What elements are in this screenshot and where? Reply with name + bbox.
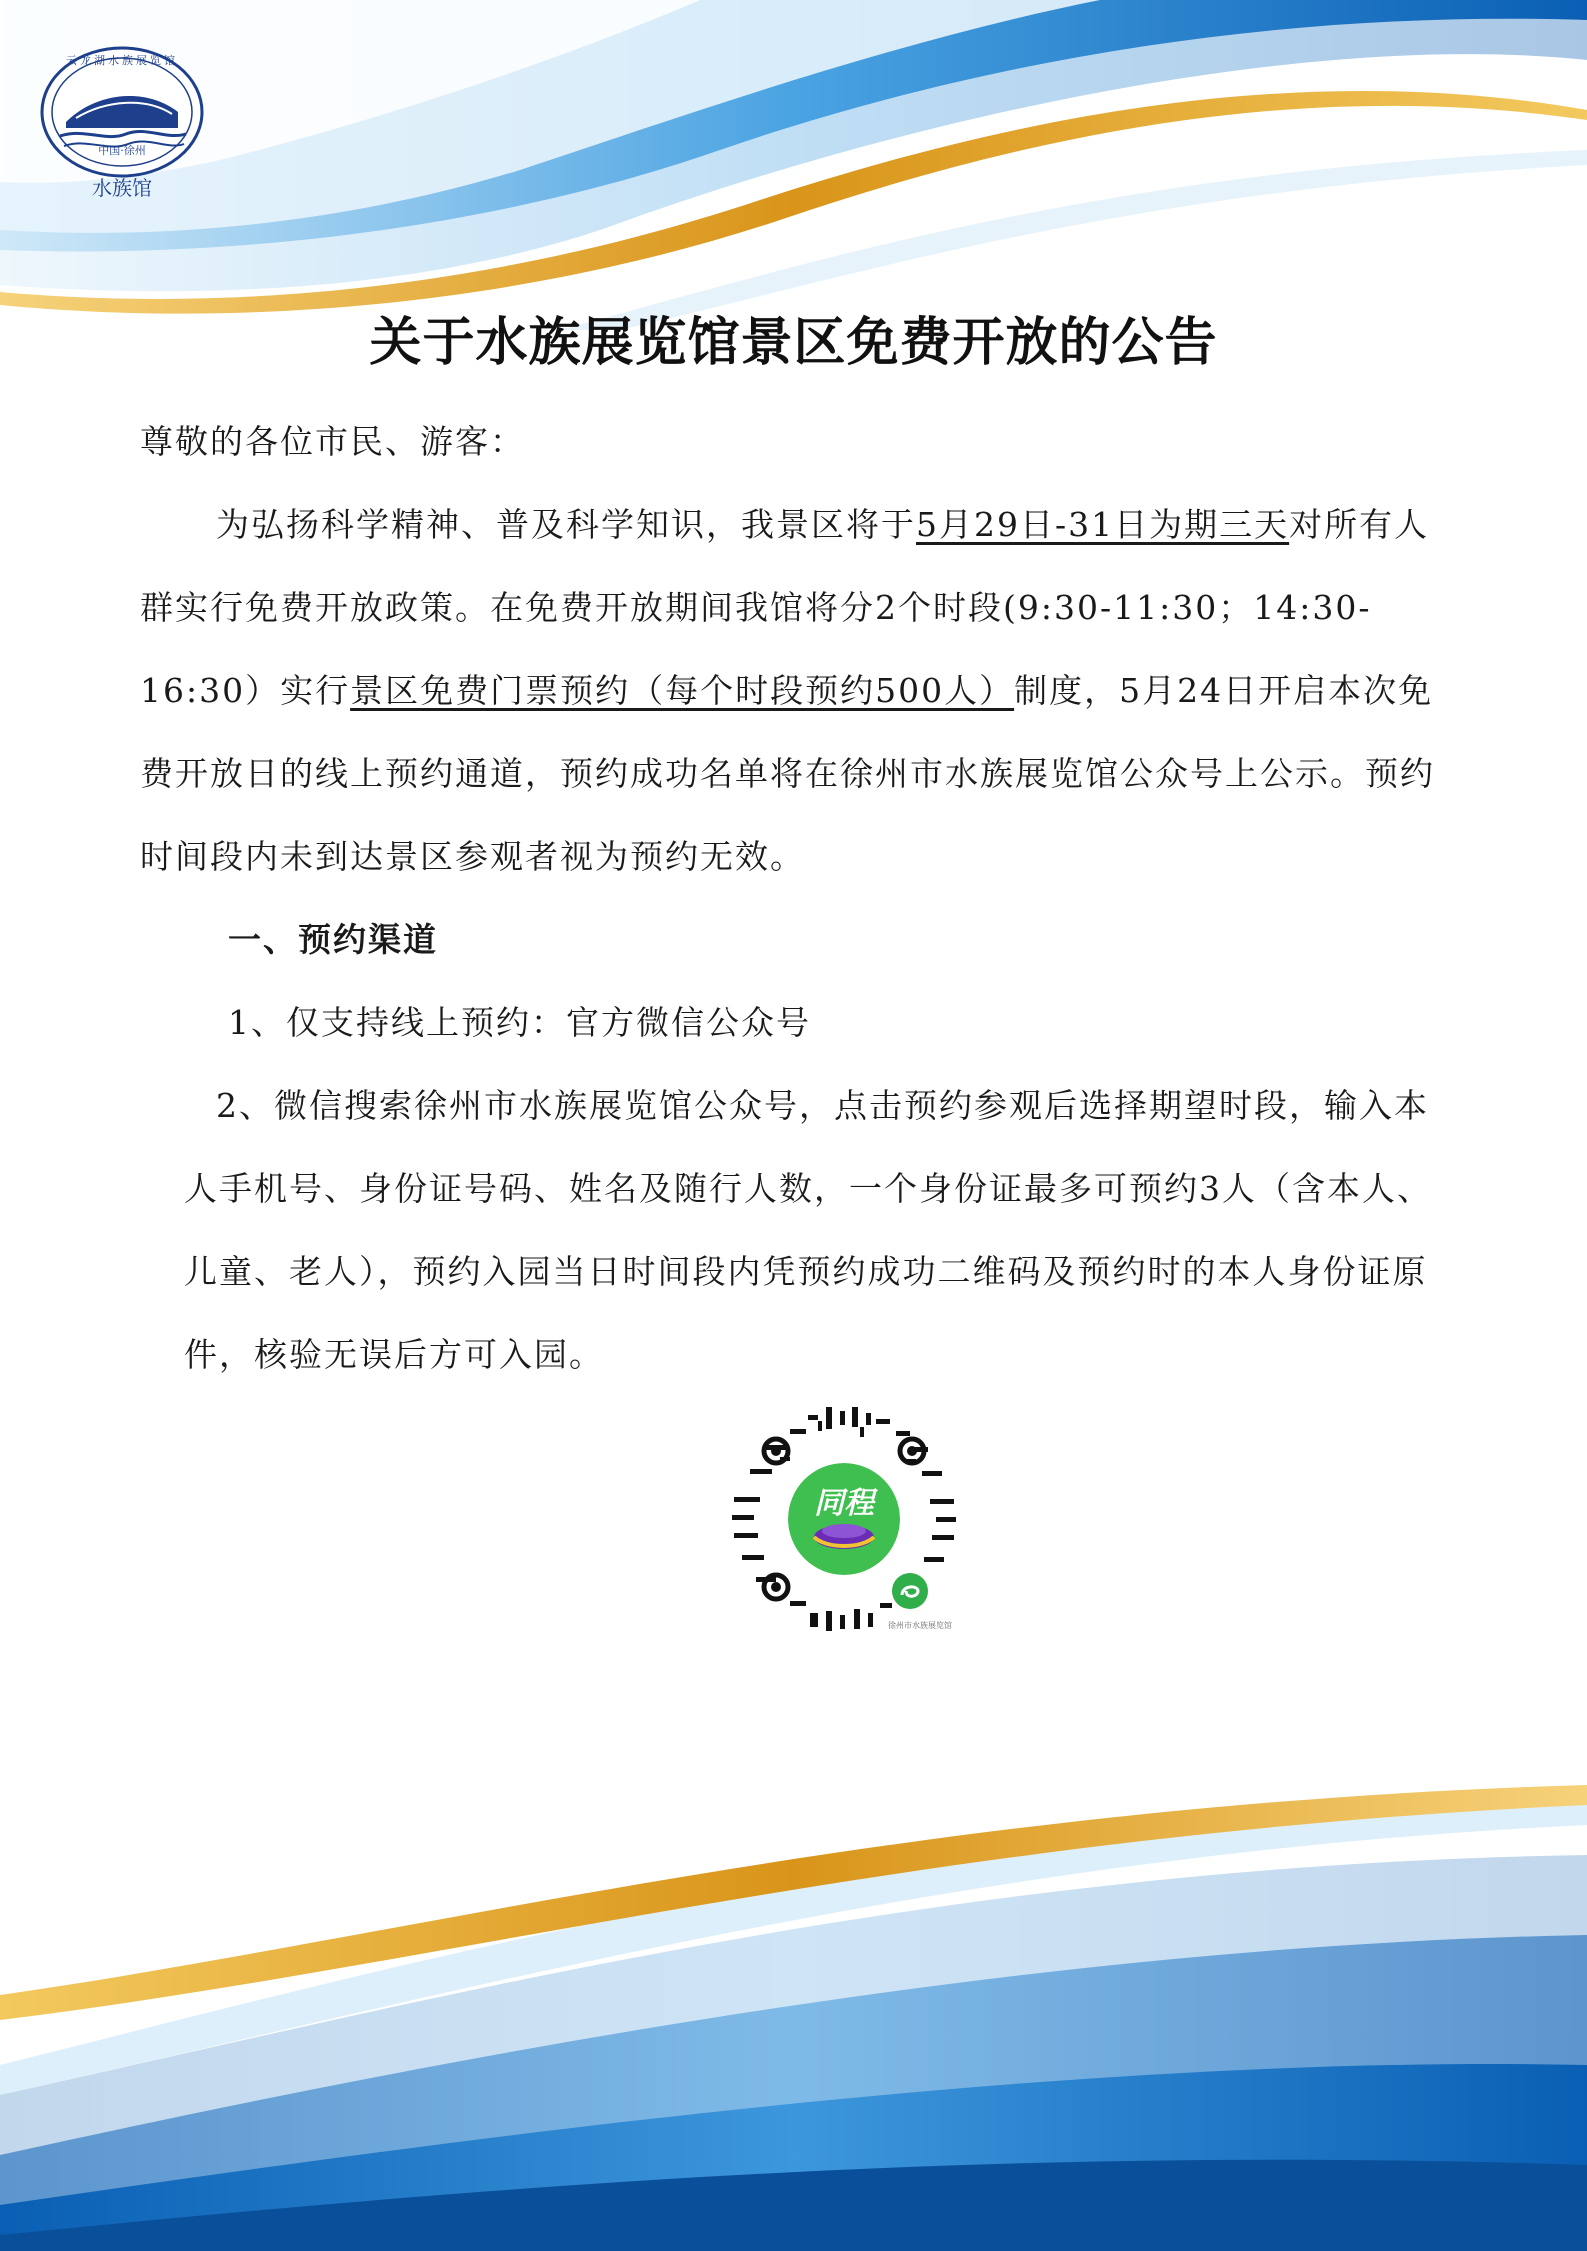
- intro-paragraph: [140, 483, 1440, 898]
- qr-badge-text: 同程: [814, 1486, 874, 1521]
- top-wave-decoration: [0, 0, 1587, 330]
- section-heading-booking-channel: 一、预约渠道: [228, 920, 438, 959]
- intro-text-3: 制度，5月24日开启本次免费开放日的线上预约通道，预约成功名单将在徐州市水族展览馆公众号上公示。预约时间段内未到达景区参观者视为预约无效。: [140, 671, 1435, 876]
- bottom-wave-decoration: [0, 1765, 1587, 2251]
- intro-text-1: 为弘扬科学精神、普及科学知识，我景区将于: [216, 505, 916, 544]
- booking-item-2: 2、微信搜索徐州市水族展览馆公众号，点击预约参观后选择期望时段，输入本人手机号、身份证号码、姓名及随行人数，一个身份证最多可预约3人（含本人、儿童、老人），预约入园当日时间段内凭预约成功二维码及预约时的本人身份证原件，核验无误后方可入园。: [184, 1086, 1432, 1374]
- intro-booking-underlined: 景区免费门票预约（每个时段预约500人）: [350, 671, 1015, 710]
- notice-title: 关于水族展览馆景区免费开放的公告: [369, 312, 1218, 373]
- notice-body: [140, 400, 1440, 1396]
- greeting: 尊敬的各位市民、游客：: [140, 422, 525, 461]
- qr-caption: 徐州市水族展览馆: [888, 1621, 952, 1630]
- booking-item-1: 1、仅支持线上预约：官方微信公众号: [228, 1003, 811, 1042]
- aquarium-logo: [36, 42, 208, 202]
- logo-ring-text: 云龙湖水族展览馆: [66, 54, 178, 67]
- logo-name-text: 水族馆: [92, 176, 152, 200]
- intro-text-2: 对所有人群实行免费开放政策。在免费开放期间我馆将分2个时段(9:30-11:30；14:30-16:30）实行: [140, 505, 1430, 710]
- logo-location-text: 中国·徐州: [98, 144, 146, 157]
- intro-dates-underlined: 5月29日-31日为期三天: [916, 505, 1290, 544]
